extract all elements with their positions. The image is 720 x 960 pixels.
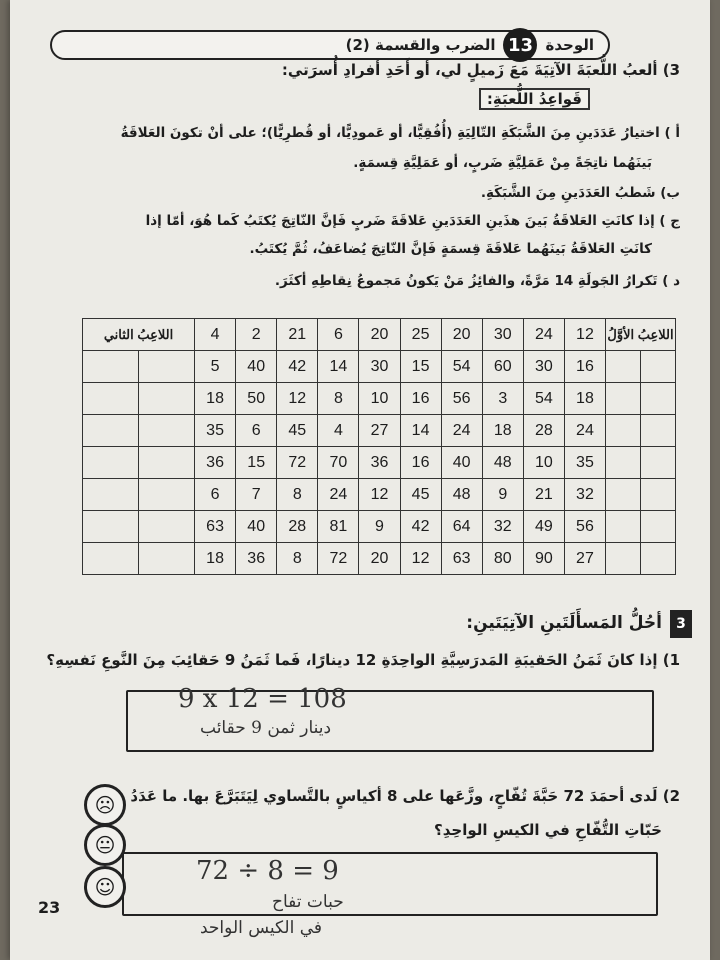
grid-number-cell[interactable]: 54 (441, 351, 482, 383)
grid-number-cell[interactable]: 10 (359, 383, 400, 415)
player-2-score-cell[interactable] (139, 415, 195, 447)
happy-face-icon[interactable]: ☺ (84, 866, 126, 908)
grid-number-cell[interactable]: 25 (400, 319, 441, 351)
rules-label: قَواعِدُ اللُّعبَةِ: (479, 88, 590, 110)
answer-2-math: 72 ÷ 8 = 9 (196, 856, 339, 886)
neutral-face-icon[interactable]: 😐 (84, 824, 126, 866)
grid-number-cell[interactable]: 45 (400, 479, 441, 511)
grid-number-cell[interactable]: 6 (236, 415, 277, 447)
grid-number-cell[interactable]: 16 (400, 383, 441, 415)
question-1: 1) إذا كانَ ثَمَنُ الحَقيبَةِ المَدرَسِيَّةِ الواحِدَةِ 12 دينارًا، فَما ثَمَنُ 9 حَقائِبَ مِنَ النَّوعِ نَفسِهِ؟ (46, 651, 680, 669)
player-2-score-cell[interactable] (83, 511, 139, 543)
question-2-line1: 2) لَدى أحمَدَ 72 حَبَّةَ تُفّاحٍ، وزَّعَها على 8 أكياسٍ بالتَّساوي لِيَتَبَرَّعَ بها. ما عَدَدُ (130, 787, 680, 805)
grid-number-cell[interactable]: 90 (523, 543, 564, 575)
grid-number-cell[interactable]: 40 (236, 511, 277, 543)
grid-number-cell[interactable]: 30 (359, 351, 400, 383)
question-2-line2: حَبّاتِ التُّفّاحِ في الكيسِ الواحِدِ؟ (434, 821, 662, 839)
grid-number-cell[interactable]: 5 (195, 351, 236, 383)
player-1-header: اللاعِبُ الأوَّلُ (606, 319, 676, 351)
grid-number-cell[interactable]: 36 (195, 447, 236, 479)
problems-heading: أحُلُّ المَسأَلَتَينِ الآتِيَتَينِ: (466, 613, 662, 633)
grid-number-cell[interactable]: 35 (195, 415, 236, 447)
grid-number-cell[interactable]: 48 (482, 447, 523, 479)
grid-number-cell[interactable]: 63 (441, 543, 482, 575)
grid-number-cell[interactable]: 48 (441, 479, 482, 511)
grid-number-cell[interactable]: 50 (236, 383, 277, 415)
rule-c-line2: كانَتِ العَلاقَةُ بَينَهُما عَلاقَةَ قِسمَةٍ فَإنَّ النّاتِجَ يُضاعَفُ، ثُمَّ يُكتَبُ. (249, 241, 652, 257)
page-number: 23 (38, 898, 61, 917)
player-1-score-cell[interactable] (606, 479, 641, 511)
player-2-score-cell[interactable] (83, 351, 139, 383)
grid-number-cell[interactable]: 36 (236, 543, 277, 575)
grid-number-cell[interactable]: 64 (441, 511, 482, 543)
grid-number-cell[interactable]: 20 (441, 319, 482, 351)
grid-number-cell[interactable]: 28 (277, 511, 318, 543)
grid-number-cell[interactable]: 10 (523, 447, 564, 479)
grid-number-cell[interactable]: 30 (523, 351, 564, 383)
player-1-score-cell[interactable] (641, 415, 676, 447)
player-1-score-cell[interactable] (641, 511, 676, 543)
grid-number-cell[interactable]: 21 (277, 319, 318, 351)
player-2-score-cell[interactable] (139, 447, 195, 479)
grid-number-cell[interactable]: 8 (318, 383, 359, 415)
grid-number-cell[interactable]: 9 (482, 479, 523, 511)
grid-number-cell[interactable]: 4 (318, 415, 359, 447)
grid-number-cell[interactable]: 32 (564, 479, 605, 511)
game-grid (82, 318, 676, 575)
player-2-score-cell[interactable] (83, 543, 139, 575)
grid-number-cell[interactable]: 12 (277, 383, 318, 415)
grid-number-cell[interactable]: 20 (359, 543, 400, 575)
grid-number-cell[interactable]: 18 (195, 543, 236, 575)
grid-number-cell[interactable]: 32 (482, 511, 523, 543)
grid-number-cell[interactable]: 56 (564, 511, 605, 543)
grid-number-cell[interactable]: 4 (195, 319, 236, 351)
grid-number-cell[interactable]: 24 (441, 415, 482, 447)
grid-number-cell[interactable]: 18 (482, 415, 523, 447)
grid-number-cell[interactable]: 12 (564, 319, 605, 351)
grid-number-cell[interactable]: 21 (523, 479, 564, 511)
player-2-score-cell[interactable] (139, 383, 195, 415)
grid-number-cell[interactable]: 27 (564, 543, 605, 575)
grid-number-cell[interactable]: 6 (195, 479, 236, 511)
player-1-score-cell[interactable] (606, 447, 641, 479)
grid-row (83, 383, 676, 415)
grid-number-cell[interactable]: 45 (277, 415, 318, 447)
grid-number-cell[interactable]: 24 (564, 415, 605, 447)
unit-title: الضرب والقسمة (2) (345, 36, 496, 54)
answer-2-note1: حبات تفاح (272, 892, 344, 912)
grid-number-cell[interactable]: 24 (523, 319, 564, 351)
player-2-score-cell[interactable] (139, 479, 195, 511)
rule-a-line2: بَينَهُما ناتِجَةً مِنْ عَمَلِيَّةِ ضَربٍ، أو عَمَلِيَّةِ قِسمَةٍ. (353, 155, 652, 171)
grid-number-cell[interactable]: 72 (277, 447, 318, 479)
grid-number-cell[interactable]: 80 (482, 543, 523, 575)
grid-number-cell[interactable]: 28 (523, 415, 564, 447)
player-1-score-cell[interactable] (606, 543, 641, 575)
activity-title: 3) ألعبُ اللُّعبَةَ الآتِيَةَ مَعَ زَميلٍ لي، أو أَحَدِ أفرادِ أُسرَتي: (281, 61, 680, 79)
player-1-score-cell[interactable] (641, 447, 676, 479)
player-2-score-cell[interactable] (83, 383, 139, 415)
grid-row (83, 479, 676, 511)
grid-row (83, 351, 676, 383)
grid-number-cell[interactable]: 14 (400, 415, 441, 447)
unit-word: الوحدة (545, 36, 594, 54)
rule-a-line1: أ ) اختيارُ عَدَدَينِ مِنَ الشَّبَكَةِ التّالِيَةِ (أُفُقِيًّا، أو عَمودِيًّا، أو قُطرِيًّا)؛ على أنْ تكونَ العَلاقَةُ (120, 125, 680, 141)
grid-number-cell[interactable]: 2 (236, 319, 277, 351)
grid-number-cell[interactable]: 12 (400, 543, 441, 575)
player-1-score-cell[interactable] (606, 383, 641, 415)
grid-number-cell[interactable]: 24 (318, 479, 359, 511)
player-1-score-cell[interactable] (641, 351, 676, 383)
player-2-score-cell[interactable] (83, 415, 139, 447)
grid-row (83, 415, 676, 447)
grid-number-cell[interactable]: 40 (236, 351, 277, 383)
player-1-score-cell[interactable] (606, 511, 641, 543)
grid-number-cell[interactable]: 60 (482, 351, 523, 383)
grid-number-cell[interactable]: 81 (318, 511, 359, 543)
grid-number-cell[interactable]: 40 (441, 447, 482, 479)
player-1-score-cell[interactable] (641, 543, 676, 575)
unit-number-badge: 13 (503, 28, 537, 62)
workbook-page (10, 0, 710, 960)
grid-number-cell[interactable]: 42 (277, 351, 318, 383)
grid-number-cell[interactable]: 14 (318, 351, 359, 383)
player-2-score-cell[interactable] (139, 511, 195, 543)
rule-b: ب) شَطبُ العَدَدَينِ مِنَ الشَّبَكَةِ. (480, 185, 680, 201)
grid-number-cell[interactable]: 7 (236, 479, 277, 511)
player-1-score-cell[interactable] (606, 415, 641, 447)
grid-number-cell[interactable]: 6 (318, 319, 359, 351)
grid-number-cell[interactable]: 8 (277, 543, 318, 575)
grid-number-cell[interactable]: 12 (359, 479, 400, 511)
grid-number-cell[interactable]: 9 (359, 511, 400, 543)
grid-number-cell[interactable]: 70 (318, 447, 359, 479)
player-2-header: اللاعِبُ الثاني (83, 319, 195, 351)
grid-number-cell[interactable]: 42 (400, 511, 441, 543)
rule-d: د ) تَكرارُ الجَولَةِ 14 مَرَّةً، والفائِزُ مَنْ يَكونُ مَجموعُ نِقاطِهِ أكثَرَ. (274, 273, 680, 289)
player-1-score-cell[interactable] (606, 351, 641, 383)
grid-number-cell[interactable]: 8 (277, 479, 318, 511)
grid-number-cell[interactable]: 36 (359, 447, 400, 479)
grid-row (83, 543, 676, 575)
grid-number-cell[interactable]: 54 (523, 383, 564, 415)
grid-number-cell[interactable]: 18 (564, 383, 605, 415)
answer-2-note2: في الكيس الواحد (200, 918, 323, 938)
grid-number-cell[interactable]: 27 (359, 415, 400, 447)
answer-1-note: دينار ثمن 9 حقائب (200, 718, 332, 738)
grid-number-cell[interactable]: 63 (195, 511, 236, 543)
unit-header (50, 30, 610, 60)
grid-number-cell[interactable]: 16 (400, 447, 441, 479)
player-2-score-cell[interactable] (83, 479, 139, 511)
grid-number-cell[interactable]: 30 (482, 319, 523, 351)
grid-number-cell[interactable]: 56 (441, 383, 482, 415)
grid-number-cell[interactable]: 20 (359, 319, 400, 351)
player-1-score-cell[interactable] (641, 383, 676, 415)
grid-number-cell[interactable]: 49 (523, 511, 564, 543)
grid-number-cell[interactable]: 72 (318, 543, 359, 575)
grid-row (83, 447, 676, 479)
rule-c-line1: ج ) إذا كانَتِ العَلاقَةُ بَينَ هذَينِ العَدَدَينِ عَلاقَةَ ضَربٍ فَإنَّ النّاتِجَ يُكتَبُ كَما هُوَ، أمّا إذا (145, 213, 680, 229)
grid-number-cell[interactable]: 3 (482, 383, 523, 415)
sad-face-icon[interactable]: ☹ (84, 784, 126, 826)
grid-row (83, 319, 676, 351)
player-2-score-cell[interactable] (83, 447, 139, 479)
player-2-score-cell[interactable] (139, 543, 195, 575)
answer-1-math: 9 x 12 = 108 (178, 684, 347, 714)
grid-row (83, 511, 676, 543)
section-number-badge: 3 (670, 610, 692, 638)
player-2-score-cell[interactable] (139, 351, 195, 383)
grid-number-cell[interactable]: 18 (195, 383, 236, 415)
grid-number-cell[interactable]: 15 (400, 351, 441, 383)
player-1-score-cell[interactable] (641, 479, 676, 511)
grid-number-cell[interactable]: 35 (564, 447, 605, 479)
grid-number-cell[interactable]: 16 (564, 351, 605, 383)
grid-number-cell[interactable]: 15 (236, 447, 277, 479)
